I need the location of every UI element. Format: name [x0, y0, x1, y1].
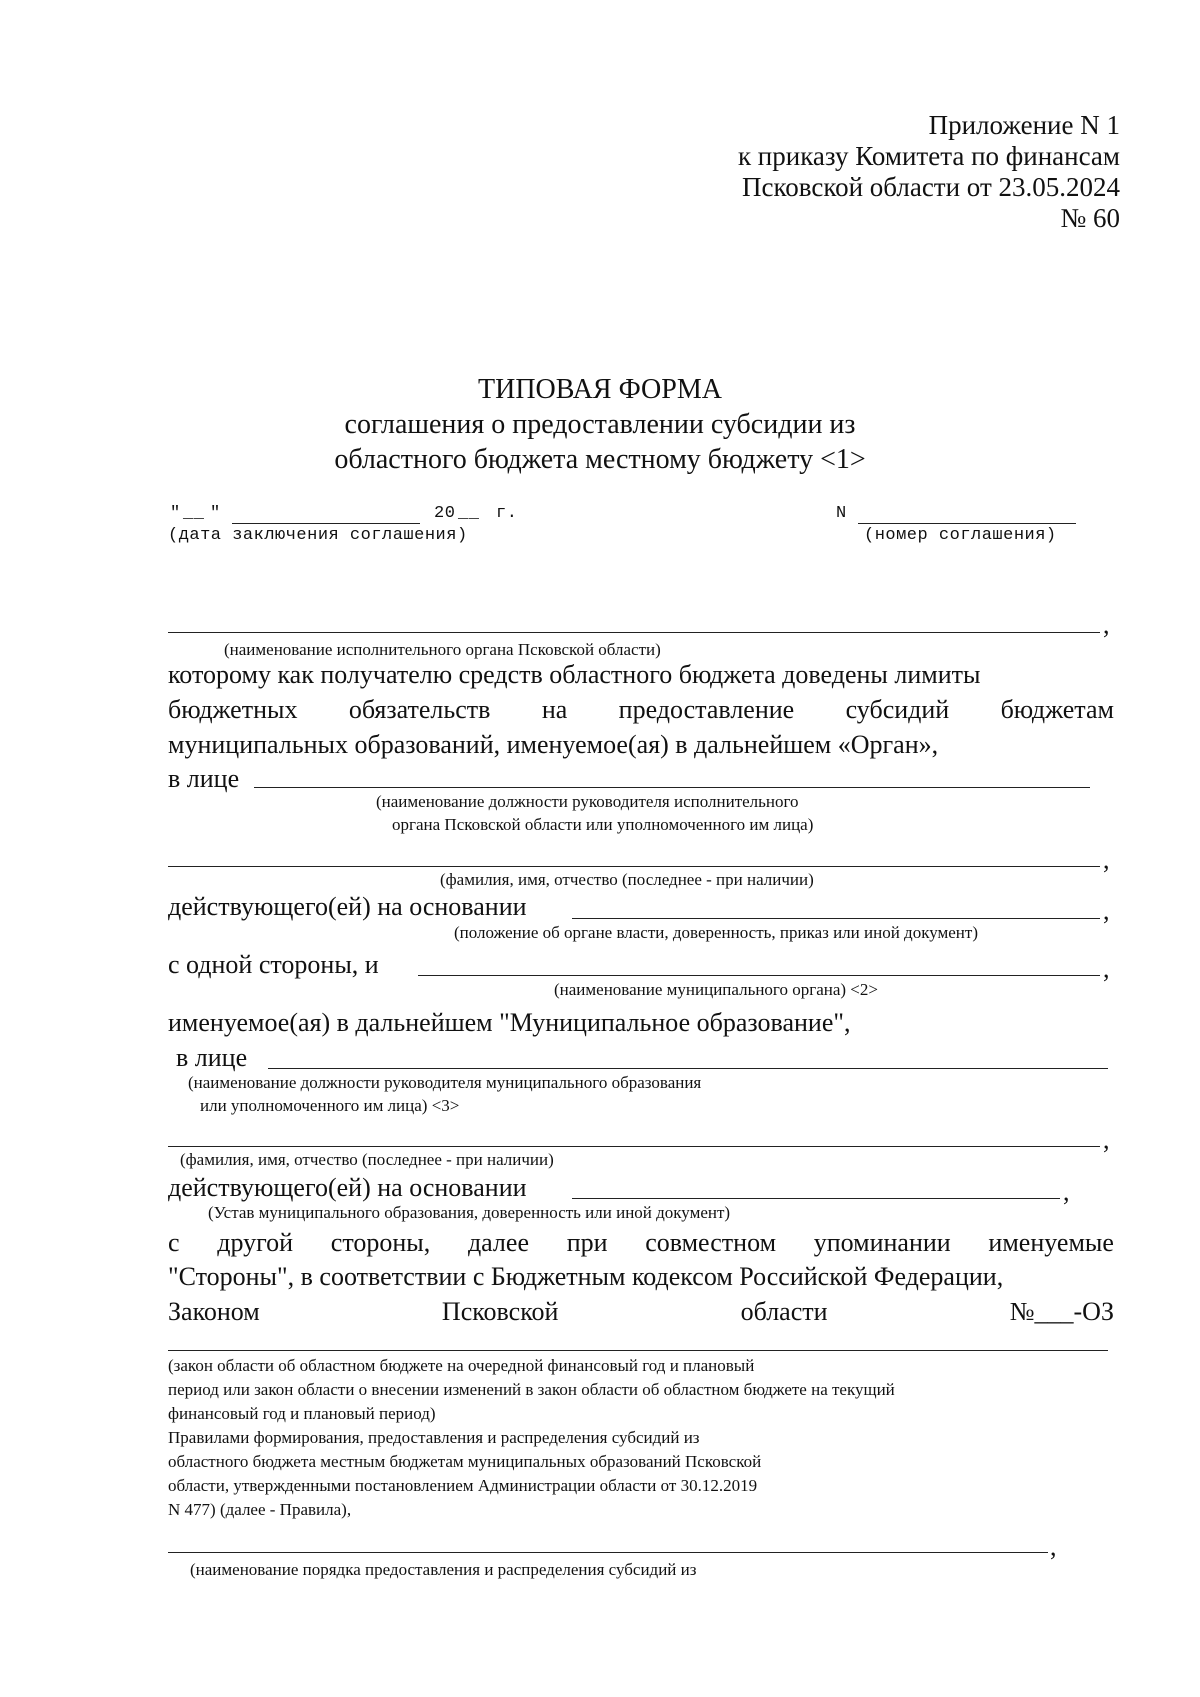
- one-side-label: с одной стороны, и: [168, 950, 379, 979]
- fio-line-2: [168, 1146, 1100, 1147]
- date-caption: (дата заключения соглашения): [168, 526, 468, 545]
- date-open-quote: ": [170, 504, 181, 523]
- comma: ,: [1103, 845, 1110, 874]
- date-close-quote: ": [210, 504, 221, 523]
- date-day-blank: __: [183, 504, 205, 523]
- word: упоминании: [813, 1228, 951, 1257]
- rules-line2: областного бюджета местным бюджетам муниципальных образований Псковской: [168, 1452, 762, 1471]
- paragraph-line: которому как получателю средств областного бюджета доведены лимиты: [168, 660, 981, 689]
- rules-line3: области, утвержденными постановлением Администрации области от 30.12.2019: [168, 1476, 758, 1495]
- head-caption-line1: (наименование должности руководителя исполнительного: [376, 792, 799, 811]
- law-caption-line2: период или закон области о внесении изменений в закон области об областном бюджете на текущий: [168, 1380, 895, 1399]
- acting-basis-label: действующего(ей) на основании: [168, 892, 527, 921]
- date-year-suffix: г.: [496, 504, 518, 523]
- basis-line: [572, 918, 1100, 919]
- word: именуемые: [988, 1228, 1114, 1257]
- order-number: № 60: [1060, 203, 1120, 233]
- comma: ,: [1103, 954, 1110, 983]
- word: бюджетных: [168, 695, 298, 724]
- head-caption-line2: органа Псковской области или уполномоченного им лица): [392, 815, 814, 834]
- charter-caption: (Устав муниципального образования, доверенность или иной документ): [208, 1203, 731, 1222]
- law-name-line: [168, 1350, 1108, 1351]
- comma: ,: [1103, 1125, 1110, 1154]
- word: совместном: [645, 1228, 777, 1257]
- organ-name-line: [168, 632, 1100, 633]
- word: при: [566, 1228, 608, 1257]
- word: Законом: [168, 1297, 260, 1326]
- word: Псковской: [441, 1297, 559, 1326]
- rules-line4: N 477) (далее - Правила),: [168, 1500, 352, 1519]
- word: стороны,: [330, 1228, 431, 1257]
- word: другой: [217, 1228, 294, 1257]
- named-municipality: именуемое(ая) в дальнейшем "Муниципальное образование",: [168, 1008, 851, 1037]
- law-caption-line3: финансовый год и плановый период): [168, 1404, 436, 1423]
- head-position-line: [254, 787, 1090, 788]
- date-year-prefix: 20: [434, 504, 456, 523]
- mun-organ-line: [418, 975, 1100, 976]
- number-caption: (номер соглашения): [864, 526, 1057, 545]
- parties-line: "Стороны", в соответствии с Бюджетным кодексом Российской Федерации,: [168, 1262, 1004, 1291]
- order-caption: (наименование порядка предоставления и распределения субсидий из: [190, 1560, 697, 1579]
- order-date: Псковской области от 23.05.2024: [742, 172, 1120, 202]
- paragraph-line-justified: [168, 1228, 1114, 1258]
- form-subtitle-line1: соглашения о предоставлении субсидии из: [344, 409, 856, 440]
- mun-head-caption-line1: (наименование должности руководителя муниципального образования: [188, 1073, 702, 1092]
- word: бюджетам: [1000, 695, 1114, 724]
- fio-caption-2: (фамилия, имя, отчество (последнее - при наличии): [180, 1150, 554, 1169]
- number-line: [858, 523, 1076, 524]
- order-reference: к приказу Комитета по финансам: [737, 141, 1120, 171]
- word: субсидий: [845, 695, 950, 724]
- comma: ,: [1050, 1532, 1057, 1561]
- in-person-label: в лице: [168, 764, 240, 793]
- word: далее: [467, 1228, 529, 1257]
- law-line: [168, 1297, 1114, 1327]
- paragraph-line: муниципальных образований, именуемое(ая) в дальнейшем «Орган»,: [168, 730, 939, 759]
- word: обязательств: [348, 695, 491, 724]
- form-title: ТИПОВАЯ ФОРМА: [478, 374, 722, 405]
- mun-head-line: [268, 1068, 1108, 1069]
- mun-head-caption-line2: или уполномоченного им лица) <3>: [200, 1096, 460, 1115]
- fio-caption: (фамилия, имя, отчество (последнее - при наличии): [440, 870, 814, 889]
- organ-caption: (наименование исполнительного органа Псковской области): [224, 640, 661, 659]
- rules-line1: Правилами формирования, предоставления и распределения субсидий из: [168, 1428, 700, 1447]
- paragraph-line-justified: [168, 695, 1114, 725]
- acting-basis-label-2: действующего(ей) на основании: [168, 1173, 527, 1202]
- date-month-line: [232, 523, 420, 524]
- date-year-blank: __: [458, 504, 480, 523]
- order-name-line: [168, 1552, 1048, 1553]
- appendix-number: Приложение N 1: [928, 110, 1120, 140]
- basis-caption: (положение об органе власти, доверенность, приказ или иной документ): [454, 923, 978, 942]
- word: предоставление: [618, 695, 795, 724]
- word: с: [168, 1228, 180, 1257]
- word: на: [541, 695, 568, 724]
- in-person-label-2: в лице: [176, 1043, 248, 1072]
- law-caption-line1: (закон области об областном бюджете на очередной финансовый год и плановый: [168, 1356, 755, 1375]
- mun-organ-caption: (наименование муниципального органа) <2>: [554, 980, 878, 999]
- word: области: [740, 1297, 828, 1326]
- comma: ,: [1103, 896, 1110, 925]
- comma: ,: [1103, 610, 1110, 639]
- charter-line: [572, 1198, 1060, 1199]
- comma: ,: [1063, 1177, 1070, 1206]
- form-subtitle-line2: областного бюджета местному бюджету <1>: [334, 444, 866, 475]
- fio-line: [168, 866, 1100, 867]
- word: №___-ОЗ: [1009, 1297, 1114, 1326]
- number-sign: N: [836, 504, 847, 523]
